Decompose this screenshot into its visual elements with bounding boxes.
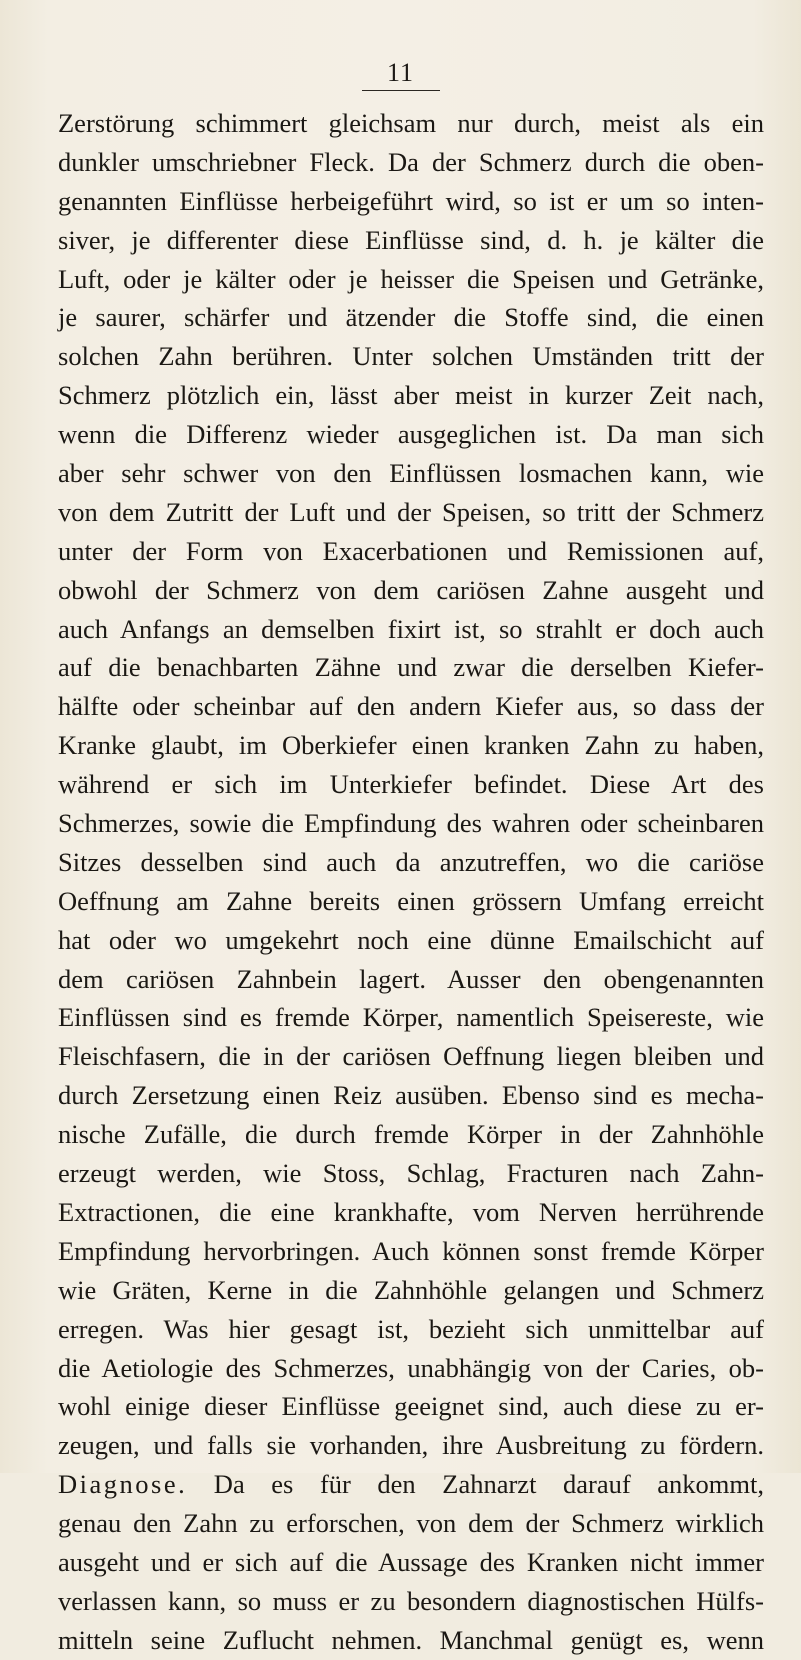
text-line: erregen. Was hier gesagt ist, bezieht sich unmittelbar auf (58, 1313, 764, 1344)
text-line: Oeffnung am Zahne bereits einen grössern Umfang erreicht (58, 885, 764, 916)
text-line: wie Gräten, Kerne in die Zahnhöhle gelangen und Schmerz (58, 1274, 764, 1305)
text-line: durch Zersetzung einen Reiz ausüben. Ebenso sind es mecha- (58, 1080, 764, 1111)
page-number-rule (362, 90, 440, 91)
text-line: während er sich im Unterkiefer befindet. Diese Art des (58, 769, 764, 800)
text-line: siver, je differenter diese Einflüsse sind, d. h. je kälter die (58, 224, 764, 255)
text-line: zeugen, und falls sie vorhanden, ihre Ausbreitung zu fördern. (58, 1430, 764, 1461)
body-text (58, 104, 764, 1660)
text-line: solchen Zahn berühren. Unter solchen Umständen tritt der (58, 341, 764, 372)
text-line: wohl einige dieser Einflüsse geeignet sind, auch diese zu er- (58, 1391, 764, 1422)
text-line: die Aetiologie des Schmerzes, unabhängig von der Caries, ob- (58, 1352, 764, 1383)
text-line: Schmerz plötzlich ein, lässt aber meist in kurzer Zeit nach, (58, 380, 764, 411)
text-line: Luft, oder je kälter oder je heisser die Speisen und Getränke, (58, 263, 764, 294)
text-line: unter der Form von Exacerbationen und Remissionen auf, (58, 535, 764, 566)
text-line: Einflüssen sind es fremde Körper, namentlich Speisereste, wie (58, 1002, 764, 1033)
text-line: genau den Zahn zu erforschen, von dem der Schmerz wirklich (58, 1508, 764, 1539)
text-line: Kranke glaubt, im Oberkiefer einen kranken Zahn zu haben, (58, 730, 764, 761)
text-line: erzeugt werden, wie Stoss, Schlag, Fracturen nach Zahn- (58, 1158, 764, 1189)
section-line-text: Da es für den Zahnarzt darauf ankommt, (187, 1469, 764, 1500)
text-line: Extractionen, die eine krankhafte, vom Nerven herrührende (58, 1196, 764, 1227)
text-line: auf die benachbarten Zähne und zwar die derselben Kiefer- (58, 652, 764, 683)
text-line: Fleischfasern, die in der cariösen Oeffnung liegen bleiben und (58, 1041, 764, 1072)
text-line: Zerstörung schimmert gleichsam nur durch, meist als ein (58, 108, 764, 138)
text-line: ausgeht und er sich auf die Aussage des Kranken nicht immer (58, 1546, 764, 1577)
section-heading: Diagnose. (58, 1469, 188, 1500)
text-line: aber sehr schwer von den Einflüssen losmachen kann, wie (58, 458, 764, 489)
text-line: obwohl der Schmerz von dem cariösen Zahne ausgeht und (58, 574, 764, 605)
text-line: verlassen kann, so muss er zu besondern diagnostischen Hülfs- (58, 1585, 764, 1616)
text-line: dem cariösen Zahnbein lagert. Ausser den obengenannten (58, 963, 764, 994)
text-line: auch Anfangs an demselben fixirt ist, so strahlt er doch auch (58, 613, 764, 644)
text-line: je saurer, schärfer und ätzender die Stoffe sind, die einen (58, 302, 764, 333)
text-line: Sitzes desselben sind auch da anzutreffen, wo die cariöse (58, 846, 764, 877)
text-line: hat oder wo umgekehrt noch eine dünne Emailschicht auf (58, 924, 764, 955)
page-number: 11 (386, 58, 415, 87)
text-line: wenn die Differenz wieder ausgeglichen ist. Da man sich (58, 419, 764, 450)
text-line: nische Zufälle, die durch fremde Körper in der Zahnhöhle (58, 1119, 764, 1150)
text-line: mitteln seine Zuflucht nehmen. Manchmal genügt es, wenn (58, 1624, 764, 1655)
text-line: hälfte oder scheinbar auf den andern Kiefer aus, so dass der (58, 691, 764, 722)
section-first-line (58, 1465, 764, 1504)
text-line: von dem Zutritt der Luft und der Speisen, so tritt der Schmerz (58, 496, 764, 527)
text-line: Empfindung hervorbringen. Auch können sonst fremde Körper (58, 1235, 764, 1266)
text-line: genannten Einflüsse herbeigeführt wird, so ist er um so inten- (58, 185, 764, 216)
text-line: dunkler umschriebner Fleck. Da der Schmerz durch die oben- (58, 146, 764, 177)
text-line: Schmerzes, sowie die Empfindung des wahren oder scheinbaren (58, 808, 764, 839)
